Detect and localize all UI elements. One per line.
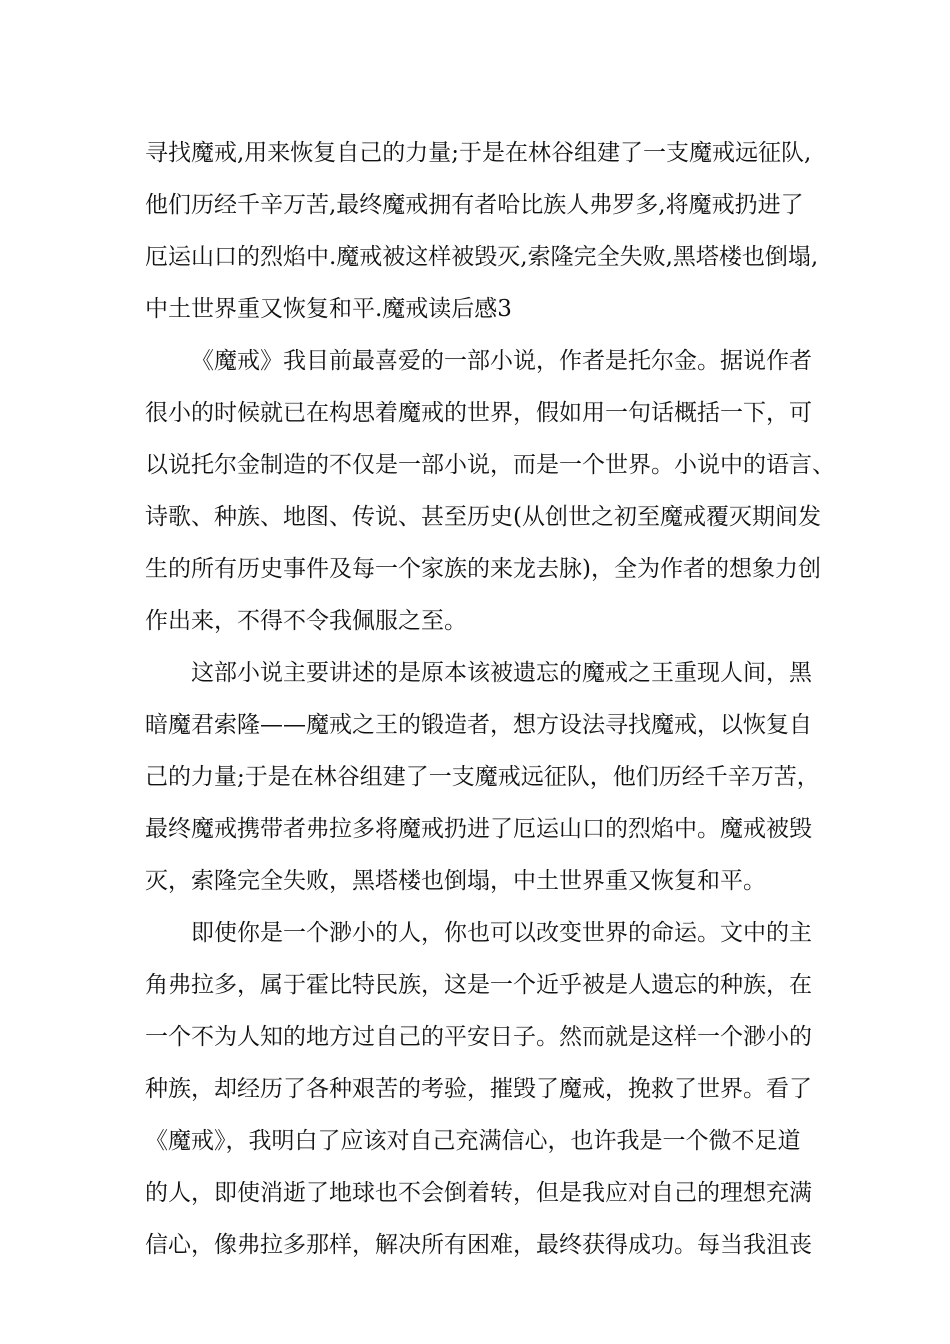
text-line: 灭，索隆完全失败，黑塔楼也倒塌，中土世界重又恢复和平。 bbox=[145, 868, 766, 894]
text-line: 生的所有历史事件及每一个家族的来龙去脉)，全为作者的想象力创 bbox=[145, 556, 821, 582]
text-line: 角弗拉多，属于霍比特民族，这是一个近乎被是人遗忘的种族，在 bbox=[145, 972, 812, 998]
text-line: 以说托尔金制造的不仅是一部小说，而是一个世界。小说中的语言、 bbox=[145, 452, 835, 478]
text-line: 中土世界重又恢复和平.魔戒读后感3 bbox=[145, 296, 512, 322]
text-line: 厄运山口的烈焰中.魔戒被这样被毁灭,索隆完全失败,黑塔楼也倒塌, bbox=[145, 244, 819, 270]
text-line: 《魔戒》，我明白了应该对自己充满信心，也许我是一个微不足道 bbox=[145, 1128, 801, 1154]
text-line: 一个不为人知的地方过自己的平安日子。然而就是这样一个渺小的 bbox=[145, 1024, 812, 1050]
text-line: 即使你是一个渺小的人，你也可以改变世界的命运。文中的主 bbox=[191, 920, 812, 946]
text-line: 信心，像弗拉多那样，解决所有困难，最终获得成功。每当我沮丧 bbox=[145, 1232, 812, 1258]
text-line: 暗魔君索隆——魔戒之王的锻造者，想方设法寻找魔戒，以恢复自 bbox=[145, 712, 812, 738]
paragraph-2 bbox=[145, 335, 835, 647]
text-line: 最终魔戒携带者弗拉多将魔戒扔进了厄运山口的烈焰中。魔戒被毁 bbox=[145, 816, 812, 842]
text-line: 这部小说主要讲述的是原本该被遗忘的魔戒之王重现人间，黑 bbox=[191, 660, 812, 686]
text-line: 作出来，不得不令我佩服之至。 bbox=[145, 608, 467, 634]
text-line: 种族，却经历了各种艰苦的考验，摧毁了魔戒，挽救了世界。看了 bbox=[145, 1076, 812, 1102]
text-line: 己的力量;于是在林谷组建了一支魔戒远征队，他们历经千辛万苦， bbox=[145, 764, 820, 790]
text-line: 寻找魔戒,用来恢复自己的力量;于是在林谷组建了一支魔戒远征队, bbox=[145, 140, 812, 166]
text-line: 很小的时候就已在构思着魔戒的世界，假如用一句话概括一下，可 bbox=[145, 400, 812, 426]
document-body bbox=[145, 127, 835, 1271]
paragraph-1 bbox=[145, 127, 825, 335]
text-line: 他们历经千辛万苦,最终魔戒拥有者哈比族人弗罗多,将魔戒扔进了 bbox=[145, 192, 804, 218]
text-line: 的人，即使消逝了地球也不会倒着转，但是我应对自己的理想充满 bbox=[145, 1180, 812, 1206]
paragraph-4 bbox=[145, 907, 825, 1271]
paragraph-3 bbox=[145, 647, 825, 907]
text-line: 诗歌、种族、地图、传说、甚至历史(从创世之初至魔戒覆灭期间发 bbox=[145, 504, 821, 530]
text-line: 《魔戒》我目前最喜爱的一部小说，作者是托尔金。据说作者 bbox=[191, 348, 812, 374]
